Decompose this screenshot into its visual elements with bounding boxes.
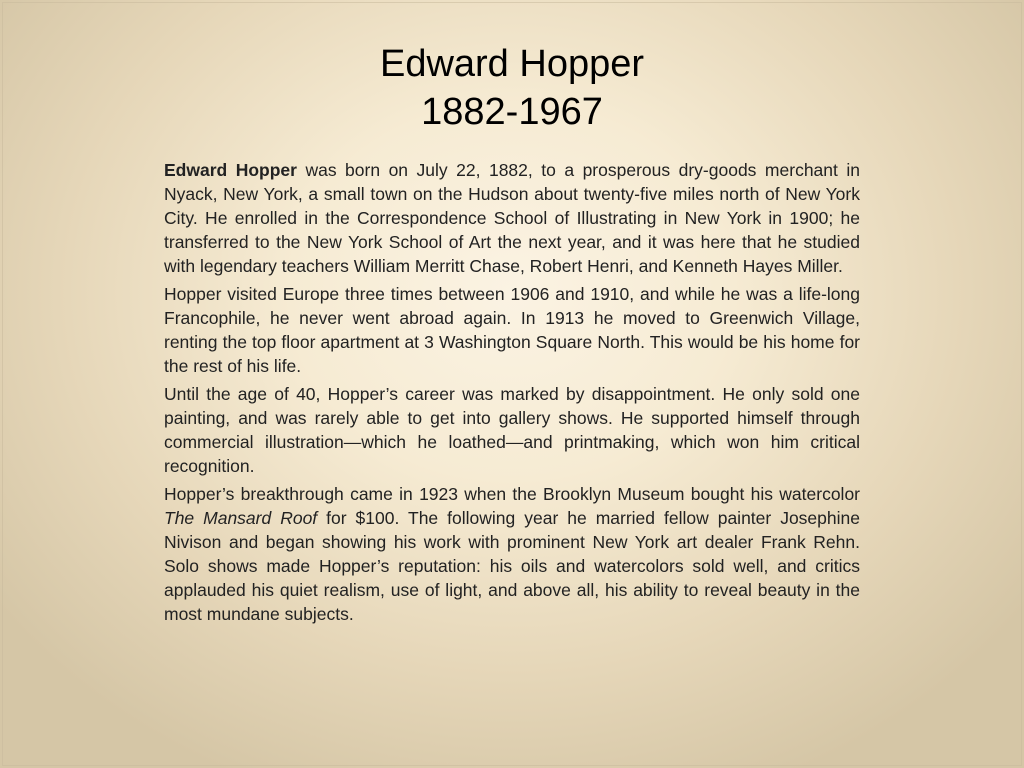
painting-title: The Mansard Roof [164, 508, 318, 528]
paragraph-1 [164, 158, 860, 278]
paragraph-3: Until the age of 40, Hopper’s career was marked by disappointment. He only sold one painting, and was rarely able to get into gallery shows. He supported himself through commercial illustration—which he loathed—and printmaking, which won him critical recognition. [164, 384, 860, 476]
title-name: Edward Hopper [379, 43, 645, 85]
paragraph-4-text-before: Hopper’s breakthrough came in 1923 when the Brooklyn Museum bought his watercolor [164, 484, 860, 504]
paragraph-1-text: was born on July 22, 1882, to a prosperous dry-goods merchant in Nyack, New York, a small town on the Hudson about twenty-five miles north of New York City. He enrolled in the Correspondence School of Illustrating in New York in 1900; he transferred to the New York School of Art the next year, and it was here that he studied with legendary teachers William Merritt Chase, Robert Henri, and Kenneth Hayes Miller. [164, 160, 860, 276]
subject-name: Edward Hopper [164, 160, 297, 180]
paragraph-4-text-after: for $100. The following year he married fellow painter Josephine Nivison and began showing his work with prominent New York art dealer Frank Rehn. Solo shows made Hopper’s reputation: his oils and watercolors sold well, and critics applauded his quiet realism, use of light, and above all, his ability to reveal beauty in the most mundane subjects. [164, 508, 860, 624]
biography-text [164, 158, 860, 630]
slide-title [0, 40, 1024, 136]
title-years: 1882-1967 [421, 91, 603, 133]
paragraph-4 [164, 482, 860, 626]
paragraph-2: Hopper visited Europe three times between 1906 and 1910, and while he was a life-long Francophile, he never went abroad again. In 1913 he moved to Greenwich Village, renting the top floor apartment at 3 Washington Square North. This would be his home for the rest of his life. [164, 284, 860, 376]
